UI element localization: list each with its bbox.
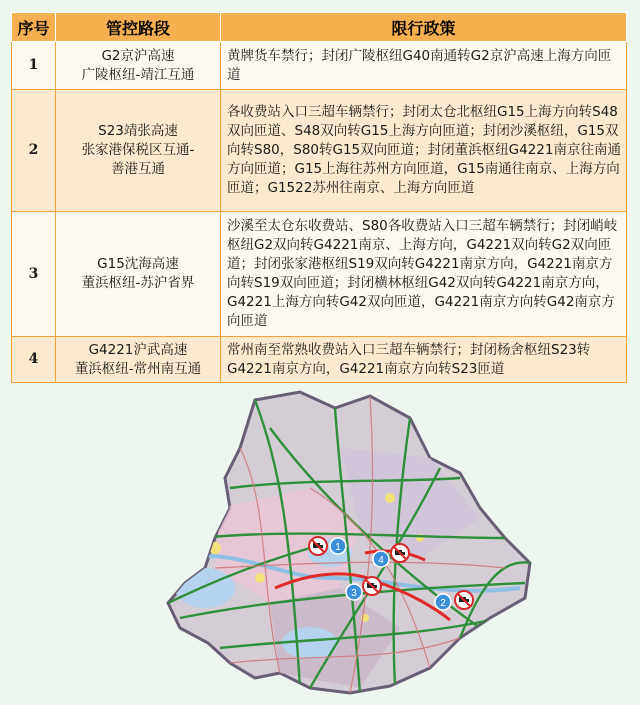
road-name: G4221沪武高速 — [88, 341, 188, 358]
map-marker-2 — [435, 594, 451, 610]
policy-text: 沙溪至太仓东收费站、S80各收费站入口三超车辆禁行；封闭峭岐枢纽G2双向转G4221南京、上海方向，G4221双向转G2双向匝道；封闭张家港枢纽S19双向转G4221南京方向，G4221南京方向转S19双向匝道；封闭横林枢纽G42双向转G4221南京方向，G4221上海方向转G42双向匝道，G4221南京方向转G42南京方向匝道 — [221, 212, 627, 337]
policy-text: 黄牌货车禁行；封闭广陵枢纽G40南通转G2京沪高速上海方向匝道 — [221, 42, 627, 90]
road-section — [56, 90, 221, 212]
road-section — [56, 42, 221, 90]
no-truck-icon — [391, 544, 409, 562]
row-number: 3 — [12, 212, 56, 337]
table-header-row — [12, 13, 627, 42]
map-marker-4 — [373, 551, 389, 567]
table-row — [12, 90, 627, 212]
lake-west — [175, 568, 235, 608]
road-segment: 张家港保税区互通- — [81, 142, 195, 158]
marker-label: 1 — [335, 542, 341, 553]
header-policy: 限行政策 — [221, 13, 627, 42]
road-section — [56, 212, 221, 337]
row-number: 2 — [12, 90, 56, 212]
row-number: 1 — [12, 42, 56, 90]
no-truck-icon — [309, 537, 327, 555]
road-segment-cont: 善港互通 — [111, 161, 165, 177]
no-truck-icon — [455, 591, 473, 609]
urban-area — [385, 493, 395, 503]
header-road: 管控路段 — [56, 13, 221, 42]
road-name: S23靖张高速 — [98, 123, 178, 139]
road-segment: 广陵枢纽-靖江互通 — [81, 66, 195, 83]
table-row — [12, 337, 627, 383]
header-no: 序号 — [12, 13, 56, 42]
road-name: G15沈海高速 — [97, 256, 179, 272]
table-row — [12, 42, 627, 90]
marker-label: 3 — [351, 588, 357, 599]
table-row — [12, 212, 627, 337]
marker-label: 4 — [378, 555, 384, 566]
road-name: G2京沪高速 — [101, 47, 175, 64]
marker-label: 2 — [440, 598, 446, 609]
map-canvas — [160, 388, 540, 703]
traffic-control-table — [11, 12, 627, 383]
road-segment: 董浜枢纽-常州南互通 — [74, 360, 202, 377]
policy-text: 常州南至常熟收费站入口三超车辆禁行；封闭杨舍枢纽S23转G4221南京方向，G4221南京方向转S23匝道 — [221, 337, 627, 383]
urban-area — [255, 573, 265, 583]
road-segment: 董浜枢纽-苏沪省界 — [81, 275, 195, 291]
no-truck-icon — [363, 577, 381, 595]
road-network-map — [160, 388, 540, 703]
map-marker-1 — [330, 538, 346, 554]
policy-text: 各收费站入口三超车辆禁行；封闭太仓北枢纽G15上海方向转S48双向匝道、S48双向转G15上海方向匝道；封闭沙溪枢纽，G15双向转S80，S80转G15双向匝道；封闭董浜枢纽G4221南京往南通方向匝道；G15上海往苏州方向匝道，G15南通往南京、上海方向匝道；G1522苏州往南京、上海方向匝道 — [221, 90, 627, 212]
map-marker-3 — [346, 584, 362, 600]
road-section — [56, 337, 221, 383]
row-number: 4 — [12, 337, 56, 383]
